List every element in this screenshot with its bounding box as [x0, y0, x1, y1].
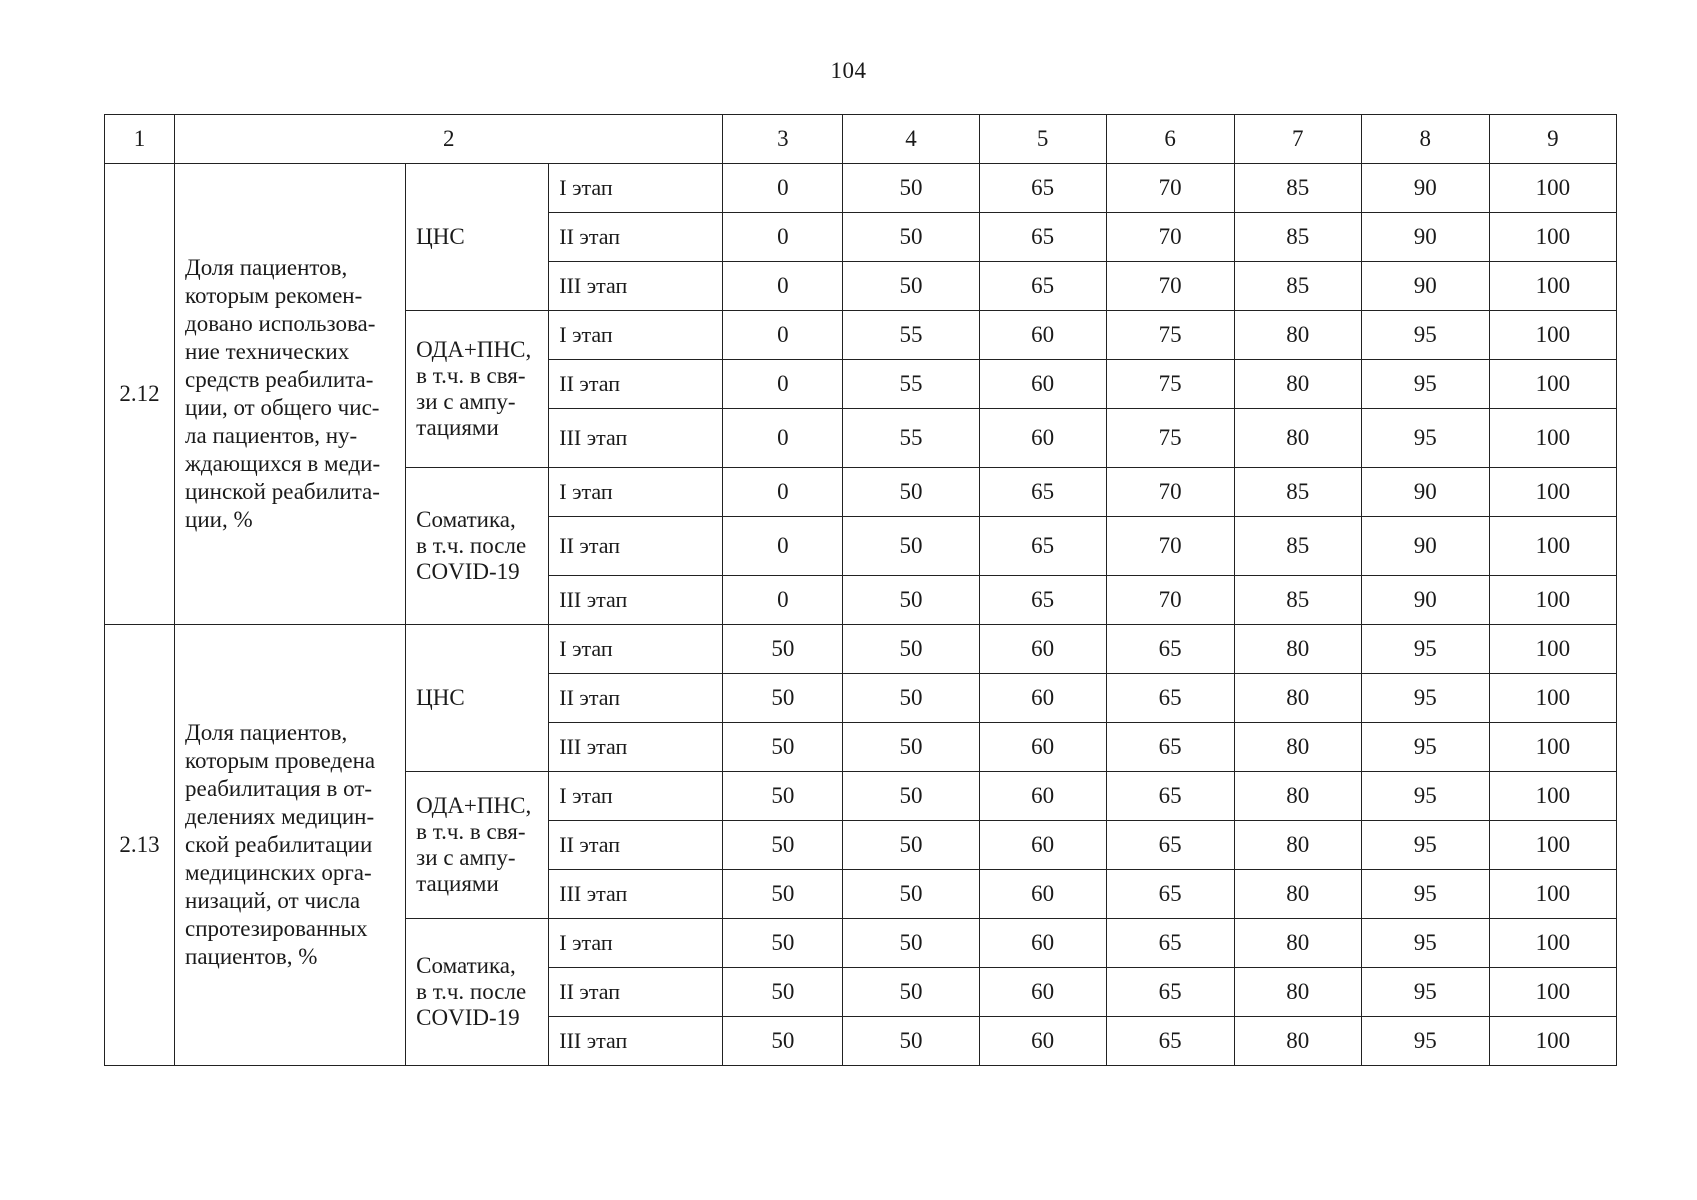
- value-cell-col-6: 65: [1106, 625, 1234, 674]
- value-cell-col-7: 80: [1234, 311, 1361, 360]
- value-cell-col-5: 60: [979, 821, 1106, 870]
- value-cell-col-8: 95: [1361, 870, 1489, 919]
- value-cell-col-3: 50: [723, 968, 843, 1017]
- stage-label: II этап: [549, 360, 723, 409]
- value-cell-col-9: 100: [1489, 870, 1616, 919]
- value-cell-col-3: 50: [723, 625, 843, 674]
- value-cell-col-4: 50: [843, 1017, 979, 1066]
- value-cell-col-4: 50: [843, 468, 979, 517]
- patient-group-label: Соматика, в т.ч. после COVID-19: [416, 953, 527, 1030]
- patient-group-cell: [406, 311, 549, 468]
- value-cell-col-4: 50: [843, 213, 979, 262]
- value-cell-col-8: 95: [1361, 311, 1489, 360]
- value-cell-col-3: 0: [723, 262, 843, 311]
- value-cell-col-3: 0: [723, 468, 843, 517]
- value-cell-col-9: 100: [1489, 821, 1616, 870]
- value-cell-col-7: 80: [1234, 919, 1361, 968]
- value-cell-col-6: 75: [1106, 360, 1234, 409]
- stage-label: I этап: [549, 772, 723, 821]
- value-cell-col-9: 100: [1489, 723, 1616, 772]
- value-cell-col-6: 75: [1106, 409, 1234, 468]
- value-cell-col-6: 75: [1106, 311, 1234, 360]
- value-cell-col-3: 0: [723, 576, 843, 625]
- stage-label: II этап: [549, 968, 723, 1017]
- value-cell-col-3: 0: [723, 311, 843, 360]
- value-cell-col-4: 50: [843, 772, 979, 821]
- indicator-description-cell: [175, 625, 406, 1066]
- value-cell-col-8: 90: [1361, 213, 1489, 262]
- header-cell-col-6: 6: [1106, 115, 1234, 164]
- header-cell-col-8: 8: [1361, 115, 1489, 164]
- header-cell-col-2: 2: [175, 115, 723, 164]
- value-cell-col-4: 50: [843, 968, 979, 1017]
- patient-group-label: ОДА+ПНС, в т.ч. в свя- зи с ампу- тациями: [416, 337, 532, 440]
- stage-label: II этап: [549, 517, 723, 576]
- value-cell-col-3: 0: [723, 517, 843, 576]
- value-cell-col-7: 85: [1234, 213, 1361, 262]
- value-cell-col-6: 65: [1106, 723, 1234, 772]
- value-cell-col-3: 50: [723, 674, 843, 723]
- value-cell-col-5: 60: [979, 674, 1106, 723]
- value-cell-col-9: 100: [1489, 772, 1616, 821]
- value-cell-col-9: 100: [1489, 576, 1616, 625]
- value-cell-col-7: 85: [1234, 576, 1361, 625]
- value-cell-col-8: 95: [1361, 968, 1489, 1017]
- value-cell-col-7: 85: [1234, 468, 1361, 517]
- value-cell-col-6: 70: [1106, 213, 1234, 262]
- stage-label: I этап: [549, 164, 723, 213]
- stage-label: III этап: [549, 409, 723, 468]
- stage-label: III этап: [549, 262, 723, 311]
- stage-label: II этап: [549, 674, 723, 723]
- value-cell-col-3: 50: [723, 870, 843, 919]
- value-cell-col-6: 65: [1106, 821, 1234, 870]
- value-cell-col-7: 80: [1234, 723, 1361, 772]
- value-cell-col-3: 50: [723, 723, 843, 772]
- value-cell-col-8: 95: [1361, 360, 1489, 409]
- value-cell-col-6: 70: [1106, 262, 1234, 311]
- value-cell-col-9: 100: [1489, 968, 1616, 1017]
- value-cell-col-5: 60: [979, 1017, 1106, 1066]
- value-cell-col-6: 70: [1106, 517, 1234, 576]
- value-cell-col-4: 55: [843, 311, 979, 360]
- header-cell-col-5: 5: [979, 115, 1106, 164]
- indicator-description-cell: [175, 164, 406, 625]
- value-cell-col-4: 50: [843, 821, 979, 870]
- value-cell-col-8: 95: [1361, 821, 1489, 870]
- stage-label: I этап: [549, 919, 723, 968]
- table-row: [105, 625, 1617, 674]
- value-cell-col-5: 65: [979, 517, 1106, 576]
- value-cell-col-6: 65: [1106, 919, 1234, 968]
- value-cell-col-9: 100: [1489, 625, 1616, 674]
- value-cell-col-8: 95: [1361, 1017, 1489, 1066]
- value-cell-col-7: 80: [1234, 409, 1361, 468]
- value-cell-col-5: 60: [979, 360, 1106, 409]
- header-row: [105, 115, 1617, 164]
- value-cell-col-7: 85: [1234, 517, 1361, 576]
- stage-label: I этап: [549, 311, 723, 360]
- header-cell-col-9: 9: [1489, 115, 1616, 164]
- value-cell-col-7: 85: [1234, 164, 1361, 213]
- value-cell-col-5: 60: [979, 968, 1106, 1017]
- value-cell-col-7: 80: [1234, 625, 1361, 674]
- value-cell-col-6: 65: [1106, 772, 1234, 821]
- patient-group-label: ОДА+ПНС, в т.ч. в свя- зи с ампу- тациями: [416, 793, 532, 896]
- value-cell-col-4: 50: [843, 625, 979, 674]
- value-cell-col-6: 65: [1106, 1017, 1234, 1066]
- value-cell-col-5: 65: [979, 576, 1106, 625]
- patient-group-label: ЦНС: [416, 224, 465, 249]
- value-cell-col-7: 80: [1234, 674, 1361, 723]
- value-cell-col-5: 60: [979, 625, 1106, 674]
- value-cell-col-5: 60: [979, 723, 1106, 772]
- value-cell-col-3: 0: [723, 213, 843, 262]
- patient-group-label: Соматика, в т.ч. после COVID-19: [416, 507, 527, 584]
- value-cell-col-7: 80: [1234, 772, 1361, 821]
- value-cell-col-9: 100: [1489, 360, 1616, 409]
- stage-label: II этап: [549, 213, 723, 262]
- value-cell-col-3: 0: [723, 164, 843, 213]
- value-cell-col-4: 50: [843, 262, 979, 311]
- value-cell-col-6: 65: [1106, 674, 1234, 723]
- value-cell-col-8: 95: [1361, 723, 1489, 772]
- value-cell-col-8: 95: [1361, 674, 1489, 723]
- value-cell-col-3: 50: [723, 821, 843, 870]
- indicator-description: Доля пациентов, которым проведена реабилитация в от- делениях медицин- ской реабилитации медицинских орга- низаций, от числа спротезированных пациентов, %: [185, 720, 376, 969]
- page-number: 104: [830, 58, 867, 83]
- value-cell-col-9: 100: [1489, 311, 1616, 360]
- value-cell-col-5: 60: [979, 409, 1106, 468]
- value-cell-col-7: 80: [1234, 968, 1361, 1017]
- value-cell-col-4: 50: [843, 517, 979, 576]
- value-cell-col-8: 90: [1361, 517, 1489, 576]
- value-cell-col-8: 95: [1361, 625, 1489, 674]
- value-cell-col-3: 0: [723, 360, 843, 409]
- stage-label: III этап: [549, 870, 723, 919]
- value-cell-col-5: 65: [979, 262, 1106, 311]
- value-cell-col-7: 80: [1234, 360, 1361, 409]
- patient-group-cell: [406, 468, 549, 625]
- stage-label: I этап: [549, 625, 723, 674]
- value-cell-col-9: 100: [1489, 1017, 1616, 1066]
- value-cell-col-6: 65: [1106, 870, 1234, 919]
- value-cell-col-6: 70: [1106, 576, 1234, 625]
- patient-group-cell: [406, 919, 549, 1066]
- patient-group-cell: [406, 625, 549, 772]
- indicator-code: 2.13: [105, 625, 175, 1066]
- header-cell-col-7: 7: [1234, 115, 1361, 164]
- indicator-description: Доля пациентов, которым рекомен- довано использова- ние технических средств реабилита- ции, от общего чис- ла пациентов, ну- ждающихся в меди- цинской реабилита- ции, %: [185, 255, 381, 532]
- patient-group-cell: [406, 164, 549, 311]
- value-cell-col-9: 100: [1489, 164, 1616, 213]
- value-cell-col-8: 90: [1361, 468, 1489, 517]
- value-cell-col-5: 65: [979, 468, 1106, 517]
- value-cell-col-5: 65: [979, 164, 1106, 213]
- value-cell-col-4: 50: [843, 674, 979, 723]
- value-cell-col-4: 50: [843, 164, 979, 213]
- value-cell-col-9: 100: [1489, 517, 1616, 576]
- value-cell-col-9: 100: [1489, 674, 1616, 723]
- stage-label: I этап: [549, 468, 723, 517]
- stage-label: III этап: [549, 1017, 723, 1066]
- value-cell-col-9: 100: [1489, 919, 1616, 968]
- value-cell-col-4: 55: [843, 360, 979, 409]
- stage-label: III этап: [549, 576, 723, 625]
- value-cell-col-4: 50: [843, 723, 979, 772]
- stage-label: II этап: [549, 821, 723, 870]
- value-cell-col-8: 95: [1361, 409, 1489, 468]
- value-cell-col-4: 50: [843, 576, 979, 625]
- value-cell-col-4: 50: [843, 870, 979, 919]
- value-cell-col-9: 100: [1489, 213, 1616, 262]
- value-cell-col-5: 60: [979, 870, 1106, 919]
- indicator-table: [104, 114, 1617, 1066]
- value-cell-col-3: 50: [723, 919, 843, 968]
- indicator-code: 2.12: [105, 164, 175, 625]
- value-cell-col-3: 50: [723, 772, 843, 821]
- value-cell-col-5: 60: [979, 919, 1106, 968]
- value-cell-col-6: 65: [1106, 968, 1234, 1017]
- stage-label: III этап: [549, 723, 723, 772]
- value-cell-col-7: 80: [1234, 870, 1361, 919]
- value-cell-col-8: 90: [1361, 576, 1489, 625]
- value-cell-col-9: 100: [1489, 468, 1616, 517]
- table-row: [105, 164, 1617, 213]
- value-cell-col-8: 95: [1361, 919, 1489, 968]
- header-cell-col-4: 4: [843, 115, 979, 164]
- value-cell-col-8: 95: [1361, 772, 1489, 821]
- value-cell-col-7: 80: [1234, 1017, 1361, 1066]
- value-cell-col-6: 70: [1106, 164, 1234, 213]
- value-cell-col-5: 65: [979, 213, 1106, 262]
- patient-group-label: ЦНС: [416, 685, 465, 710]
- value-cell-col-9: 100: [1489, 262, 1616, 311]
- value-cell-col-6: 70: [1106, 468, 1234, 517]
- value-cell-col-5: 60: [979, 311, 1106, 360]
- value-cell-col-3: 0: [723, 409, 843, 468]
- patient-group-cell: [406, 772, 549, 919]
- header-cell-col-1: 1: [105, 115, 175, 164]
- value-cell-col-8: 90: [1361, 262, 1489, 311]
- value-cell-col-4: 55: [843, 409, 979, 468]
- value-cell-col-8: 90: [1361, 164, 1489, 213]
- value-cell-col-5: 60: [979, 772, 1106, 821]
- value-cell-col-7: 85: [1234, 262, 1361, 311]
- value-cell-col-9: 100: [1489, 409, 1616, 468]
- value-cell-col-7: 80: [1234, 821, 1361, 870]
- header-cell-col-3: 3: [723, 115, 843, 164]
- value-cell-col-4: 50: [843, 919, 979, 968]
- value-cell-col-3: 50: [723, 1017, 843, 1066]
